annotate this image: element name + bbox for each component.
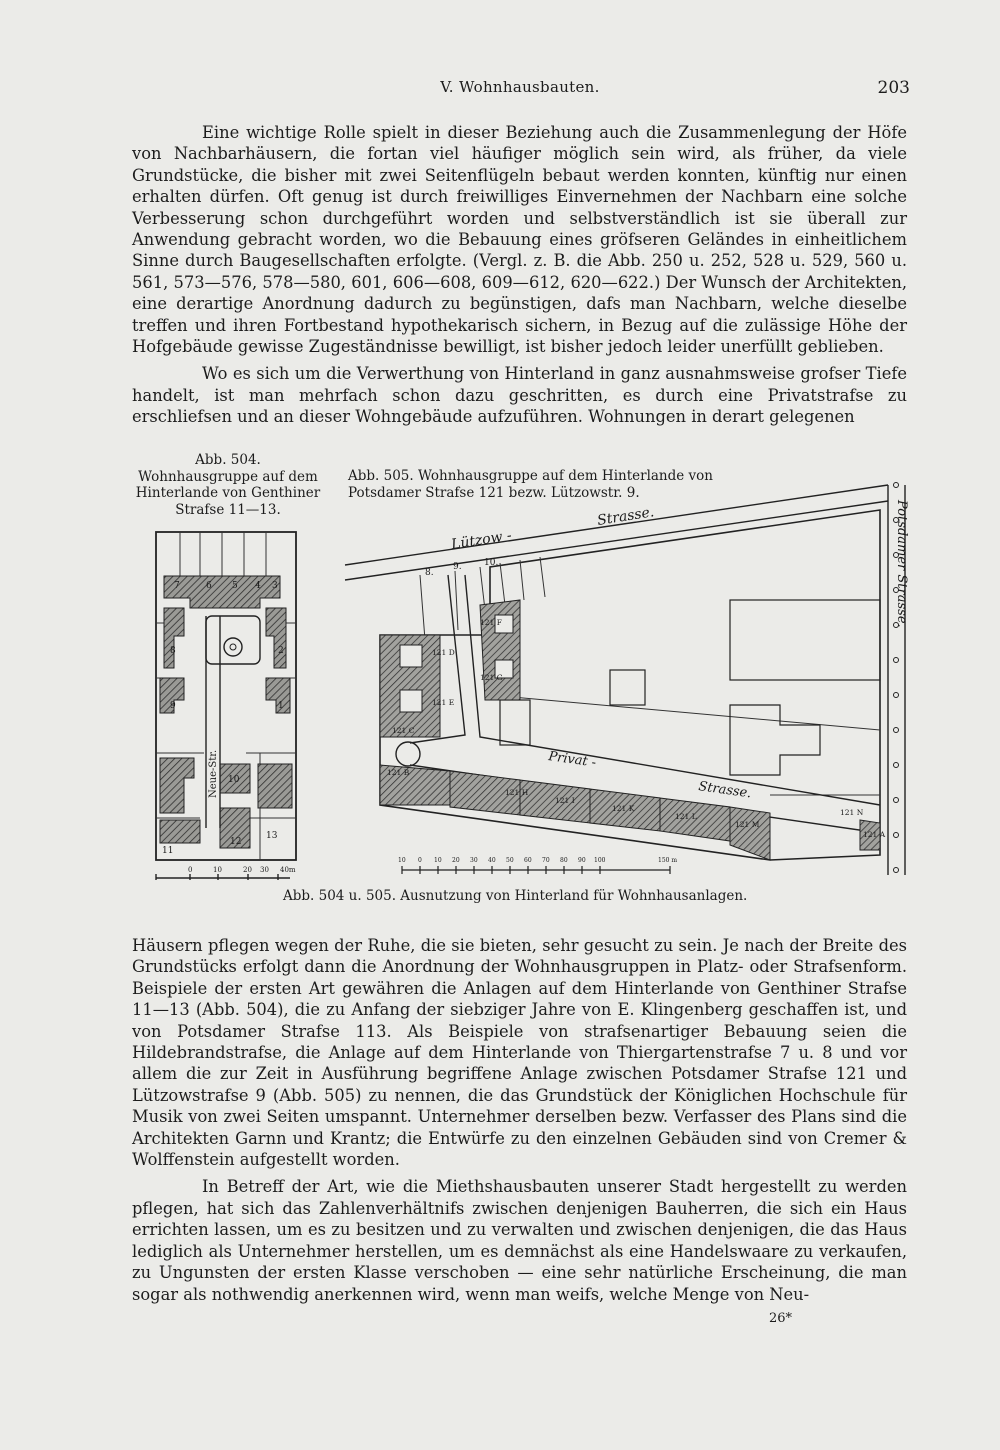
paragraph: Wo es sich um die Verwerthung von Hinterland in ganz ausnahmsweise grofser Tiefe handelt, ist man mehrfach schon dazu geschritten, es durch eine Privatstrafse zu erschliefsen und an dieser Wohngebäude aufzuführen. Wohnungen in derart gelegenen bbox=[132, 364, 907, 427]
lot-number: 5 bbox=[232, 581, 238, 591]
scale-label: 150 m bbox=[658, 857, 678, 864]
scale-label: 90 bbox=[578, 857, 586, 864]
text-block-top bbox=[132, 122, 907, 428]
lot-number: 8 bbox=[170, 646, 176, 656]
scale-bar-505 bbox=[402, 866, 670, 874]
text-block-bottom bbox=[132, 935, 907, 1305]
house-label: 121 L bbox=[675, 812, 697, 821]
scale-label: 10 bbox=[434, 857, 442, 864]
house-label: 121 F bbox=[480, 618, 502, 627]
building-blocks bbox=[500, 600, 880, 775]
lot-number: 1 bbox=[278, 701, 284, 711]
scale-label: 30 bbox=[470, 857, 478, 864]
house-label: 121 I bbox=[555, 796, 575, 805]
scale-label: 60 bbox=[524, 857, 532, 864]
street-label-luetzow-2: Strasse. bbox=[596, 504, 656, 529]
lot-number: 9 bbox=[170, 701, 176, 711]
lot-number: 7 bbox=[174, 581, 180, 591]
scale-label: 20 bbox=[243, 866, 252, 874]
running-header bbox=[130, 78, 910, 102]
figure-504-label: Abb. 504. bbox=[195, 452, 261, 468]
figure-504-plan bbox=[150, 528, 310, 883]
lot-number: 12 bbox=[230, 837, 242, 847]
street-label-neue: Neue-Str. bbox=[208, 749, 219, 798]
house-label: 121 G bbox=[480, 673, 503, 682]
house-label: 121 B bbox=[387, 768, 410, 777]
house-label: 121 M bbox=[735, 820, 760, 829]
paragraph: In Betreff der Art, wie die Miethshausbauten unserer Stadt hergestellt zu werden pflegen, hat sich das Zahlenverhältnifs zwischen denjenigen Bauherren, die sich ein Haus errichten lassen, um es zu besitzen und zu verwalten und zwischen denjenigen, die das Haus lediglich als Unternehmer herstellen, um es demnächst als eine Handelswaare zu verkaufen, zu Ungunsten der ersten Klasse verschoben — eine sehr natürliche Erscheinung, die man sogar als nothwendig anerkennen wird, wenn man weifs, welche Menge von Neu- bbox=[132, 1177, 907, 1304]
figure-505-plan bbox=[340, 475, 920, 890]
scale-label: 40 bbox=[488, 857, 496, 864]
house-label: 121 D bbox=[432, 648, 455, 657]
lot-number: 2 bbox=[278, 646, 284, 656]
lot-number: 10 bbox=[228, 775, 240, 785]
luetzow-strasse bbox=[345, 485, 888, 580]
lot-number-labels bbox=[425, 558, 498, 578]
house-label: 121 N bbox=[840, 808, 864, 817]
paragraph: Häusern pflegen wegen der Ruhe, die sie bieten, sehr gesucht zu sein. Je nach der Breite des Grundstücks erfolgt dann die Anordnung der Wohnhausgruppen in Platz- oder Strafsenform. Beispiele der ersten Art gewähren die Anlagen auf dem Hinterlande von Genthiner Strafse 11—13 (Abb. 504), die zu Anfang der siebziger Jahre von E. Klingenberg geschaffen ist, und von Potsdamer Strafse 113. Als Beispiele von strafsenartiger Bebauung seien die Hildebrandstrafse, die Anlage auf dem Hinterlande von Thiergartenstrafse 7 u. 8 und vor allem die zur Zeit in Ausführung begriffene Anlage zwischen Potsdamer Strafse 121 und Lützowstrafse 9 (Abb. 505) zu nennen, die das Grundstück der Königlichen Hochschule für Musik von zwei Seiten umspannt. Unternehmer derselben bezw. Verfasser des Plans sind die Architekten Garnn und Krantz; die Entwürfe zu den einzelnen Gebäuden sind von Cremer & Wolffenstein aufgestellt worden. bbox=[132, 936, 907, 1170]
house-label: 121 K bbox=[612, 804, 635, 813]
street-label-private-1: Privat - bbox=[547, 749, 598, 771]
lot-number: 4 bbox=[255, 581, 261, 591]
scale-label: 100 bbox=[594, 857, 606, 864]
scale-label: 50 bbox=[506, 857, 514, 864]
figure-505-caption: Abb. 505. Wohnhausgruppe auf dem Hinterlande von Potsdamer Strafse 121 bezw. Lützowstr. 9. bbox=[348, 468, 714, 501]
scale-bar-504 bbox=[156, 874, 290, 880]
street-label-luetzow-1: Lützow - bbox=[450, 527, 513, 553]
scale-label: 80 bbox=[560, 857, 568, 864]
figures-joint-caption: Abb. 504 u. 505. Ausnutzung von Hinterland für Wohnhausanlagen. bbox=[283, 888, 748, 904]
house-label: 121 H bbox=[505, 788, 529, 797]
house-label: 121 A bbox=[863, 830, 886, 839]
paragraph: Eine wichtige Rolle spielt in dieser Beziehung auch die Zusammenlegung der Höfe von Nachbarhäusern, die fortan viel häufiger möglich sein wird, als früher, da viele Grundstücke, die bisher mit zwei Seitenflügeln bebaut werden konnten, künftig nur einen erhalten dürfen. Oft genug ist durch freiwilliges Einvernehmen der Nachbarn eine solche Verbesserung schon durchgeführt worden und selbstverständlich ist sie überall zur Anwendung gebracht worden, wo die Bebauung eines gröfseren Geländes in einheitlichem Sinne durch Baugesellschaften erfolgte. (Vergl. z. B. die Abb. 250 u. 252, 528 u. 529, 560 u. 561, 573—576, 578—580, 601, 606—608, 609—612, 620—622.) Der Wunsch der Architekten, eine derartige Anordnung dadurch zu begünstigen, dafs man Nachbarn, welche dieselbe treffen und ihren Fortbestand hypothekarisch sichern, in Bezug auf die zulässige Höhe der Hofgebäude gewisse Zugeständnisse bewilligt, ist bisher jedoch leider unerfüllt geblieben. bbox=[132, 123, 907, 357]
scale-label: 10 bbox=[398, 857, 406, 864]
street-label-private-2: Strasse. bbox=[697, 779, 753, 802]
scale-label: 70 bbox=[542, 857, 550, 864]
lot-number: 8. bbox=[425, 568, 434, 578]
house-label: 121 E bbox=[432, 698, 455, 707]
lot-number: 9. bbox=[453, 562, 462, 572]
figure-504-caption bbox=[128, 452, 328, 518]
scale-labels-504 bbox=[188, 866, 296, 874]
scale-label: 10 bbox=[213, 866, 222, 874]
signature-mark: 26* bbox=[768, 1311, 792, 1326]
lot-number: 6 bbox=[206, 581, 212, 591]
street-label-potsdamer: Potsdamer Strasse. bbox=[894, 500, 909, 628]
page-number: 203 bbox=[877, 78, 910, 98]
lot-number: 3 bbox=[272, 581, 278, 591]
scale-labels-505 bbox=[398, 857, 677, 864]
lot-number: 13 bbox=[266, 831, 278, 841]
scale-label: 40m bbox=[280, 866, 296, 874]
chapter-title: V. Wohnhausbauten. bbox=[440, 78, 600, 96]
scale-label: 0 bbox=[418, 857, 422, 864]
scale-label: 20 bbox=[452, 857, 460, 864]
scale-label: 30 bbox=[260, 866, 269, 874]
scale-label: 0 bbox=[188, 866, 193, 874]
lot-number: 11 bbox=[162, 846, 174, 856]
lot-number: 10. bbox=[484, 558, 499, 568]
house-label: 121 C bbox=[392, 726, 415, 735]
figure-504-caption-text: Wohnhausgruppe auf dem Hinterlande von Genthiner Strafse 11—13. bbox=[135, 468, 321, 518]
